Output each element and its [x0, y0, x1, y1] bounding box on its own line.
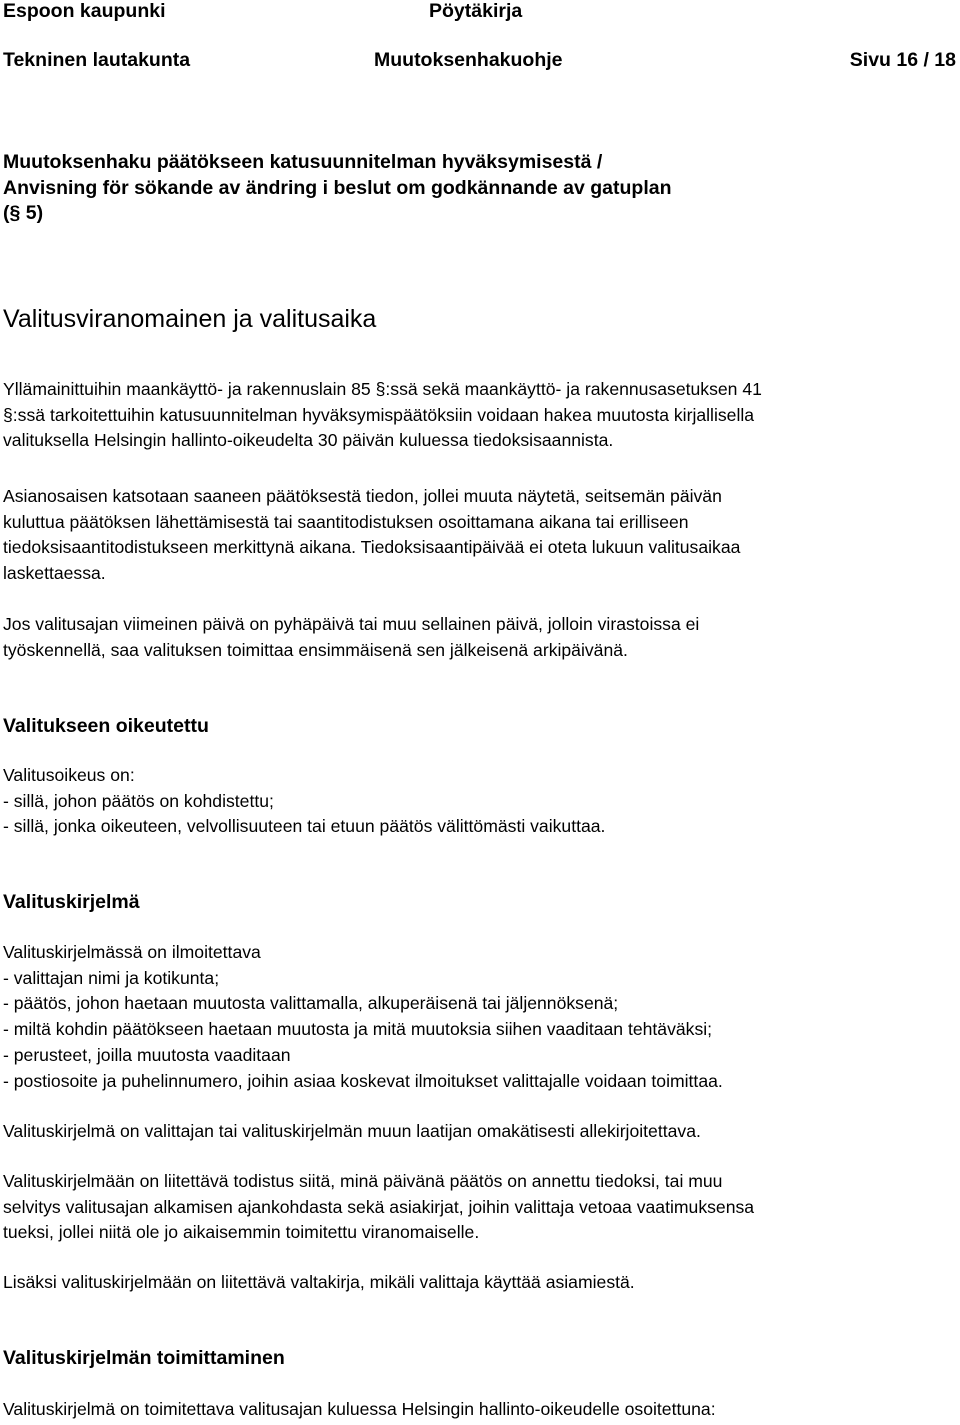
header-doc-type: Pöytäkirja [429, 0, 523, 22]
list-item: - perusteet, joilla muutosta vaaditaan [3, 1044, 291, 1065]
text-line: Valituskirjelmässä on ilmoitettava [3, 942, 261, 962]
list-item: - miltä kohdin päätökseen haetaan muutosta ja mitä muutoksia siihen vaaditaan tehtäväksi; [3, 1019, 713, 1040]
text-line: kuluttua päätöksen lähettämisestä tai saantitodistuksen osoittamana aikana tai erilliseen [3, 511, 689, 532]
text-line: Yllämainittuihin maankäyttö- ja rakennuslain 85 §:ssä sekä maankäyttö- ja rakennusasetuksen 41 [3, 379, 762, 399]
paragraph-appeal-period [3, 377, 958, 454]
header-page-number: Sivu 16 / 18 [849, 49, 956, 71]
paragraph-notification [3, 484, 958, 587]
header-board: Tekninen lautakunta [3, 49, 191, 71]
section-heading-appeal-document: Valituskirjelmä [3, 891, 140, 913]
text-line: Jos valitusajan viimeinen päivä on pyhäpäivä tai muu sellainen päivä, jolloin virastoissa ei [3, 614, 700, 634]
text-line: valituksella Helsingin hallinto-oikeudelta 30 päivän kuluessa tiedoksisaannista. [3, 430, 614, 451]
text-line: Asianosaisen katsotaan saaneen päätöksestä tiedon, jollei muuta näytetä, seitsemän päivän [3, 486, 722, 506]
text-line: tiedoksisaantitodistukseen merkittynä aikana. Tiedoksisaantipäivää ei oteta lukuun valitusaikaa [3, 537, 741, 558]
text-line: työskennellä, saa valituksen toimittaa ensimmäisenä sen jälkeisenä arkipäivänä. [3, 639, 628, 660]
title-line: (§ 5) [3, 202, 44, 224]
section-heading-right-to-appeal: Valitukseen oikeutettu [3, 715, 209, 737]
text-line: selvitys valitusajan alkamisen ajankohdasta sekä asiakirjat, joihin valittaja vetoaa vaatimuksensa [3, 1196, 755, 1217]
list-item: - päätös, johon haetaan muutosta valittamalla, alkuperäisenä tai jäljennöksenä; [3, 993, 619, 1014]
text-line: tueksi, jollei niitä ole jo aikaisemmin toimitettu viranomaiselle. [3, 1222, 480, 1243]
title-line: Muutoksenhaku päätökseen katusuunnitelman hyväksymisestä / [3, 151, 603, 173]
text-line: Valitusoikeus on: [3, 765, 135, 785]
paragraph-signature: Valituskirjelmä on valittajan tai valituskirjelmän muun laatijan omakätisesti allekirjoitettava. [3, 1121, 701, 1141]
text-line: §:ssä tarkoitettuihin katusuunnitelman hyväksymispäätöksiin voidaan hakea muutosta kirjallisella [3, 404, 755, 425]
document-title [3, 150, 672, 227]
header-section: Muutoksenhakuohje [374, 49, 563, 71]
paragraph-delivery: Valituskirjelmä on toimitettava valitusajan kuluessa Helsingin hallinto-oikeudelle osoitettuna: [3, 1399, 716, 1419]
text-line: Valituskirjelmään on liitettävä todistus siitä, minä päivänä päätös on annettu tiedoksi, tai muu [3, 1171, 723, 1191]
list-item: - postiosoite ja puhelinnumero, joihin asiaa koskevat ilmoitukset valittajalle voidaan toimittaa. [3, 1070, 723, 1091]
list-item: - sillä, jonka oikeuteen, velvollisuuteen tai etuun päätös välittömästi vaikuttaa. [3, 816, 606, 837]
title-line: Anvisning för sökande av ändring i beslut om godkännande av gatuplan [3, 176, 672, 199]
paragraph-holiday [3, 612, 958, 663]
list-appeal-contents [3, 940, 958, 1094]
list-item: - sillä, johon päätös on kohdistettu; [3, 790, 274, 811]
header-org: Espoon kaupunki [3, 0, 166, 22]
text-line: laskettaessa. [3, 563, 106, 584]
paragraph-power-of-attorney: Lisäksi valituskirjelmään on liitettävä valtakirja, mikäli valittaja käyttää asiamiestä. [3, 1272, 635, 1292]
list-item: - valittajan nimi ja kotikunta; [3, 967, 220, 988]
section-heading-appeal-authority: Valitusviranomainen ja valitusaika [3, 305, 377, 333]
section-heading-delivery: Valituskirjelmän toimittaminen [3, 1347, 285, 1369]
paragraph-attachments [3, 1169, 958, 1246]
list-right-to-appeal [3, 763, 958, 840]
